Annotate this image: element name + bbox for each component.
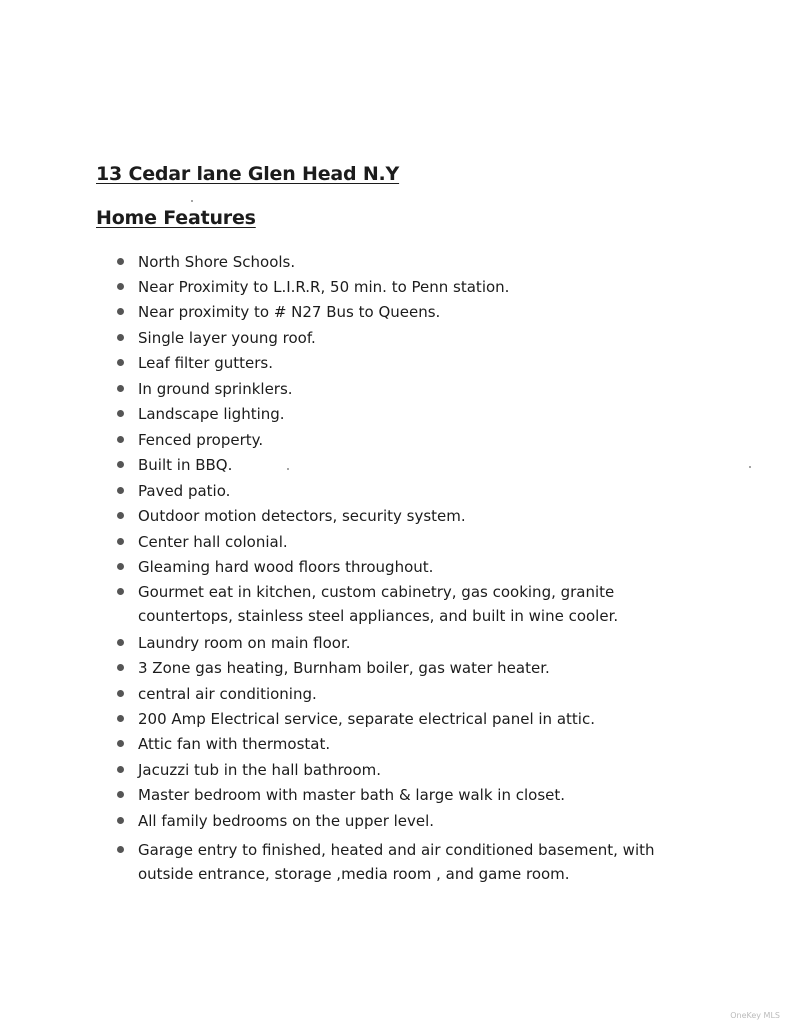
list-item-text: central air conditioning. <box>138 685 317 703</box>
list-item-text: Laundry room on main floor. <box>138 634 351 652</box>
bullet-icon <box>117 385 124 392</box>
bullet-icon <box>117 512 124 519</box>
list-item-text: Master bedroom with master bath & large walk in closet. <box>138 786 566 804</box>
list-item-text: outside entrance, storage ,media room , and game room. <box>138 865 570 883</box>
bullet-icon <box>117 436 124 443</box>
list-item-text: 200 Amp Electrical service, separate electrical panel in attic. <box>138 710 595 728</box>
list-item-text: Single layer young roof. <box>138 329 316 347</box>
list-item-text: Fenced property. <box>138 431 264 449</box>
watermark-logo: OneKey MLS <box>730 1011 780 1020</box>
scan-speck <box>287 468 289 470</box>
section-heading: Home Features <box>96 207 256 229</box>
bullet-icon <box>117 410 124 417</box>
list-item-text: Landscape lighting. <box>138 405 285 423</box>
list-item-text: Garage entry to finished, heated and air conditioned basement, with <box>138 841 655 859</box>
list-item-text: countertops, stainless steel appliances, and built in wine cooler. <box>138 607 619 625</box>
bullet-icon <box>117 588 124 595</box>
bullet-icon <box>117 817 124 824</box>
bullet-icon <box>117 334 124 341</box>
bullet-icon <box>117 563 124 570</box>
list-item-text: Near Proximity to L.I.R.R, 50 min. to Penn station. <box>138 278 510 296</box>
list-item-text: In ground sprinklers. <box>138 380 293 398</box>
scan-speck <box>191 200 193 202</box>
list-item-text: Near proximity to # N27 Bus to Queens. <box>138 303 441 321</box>
list-item-text: North Shore Schools. <box>138 253 296 271</box>
list-item-text: Attic fan with thermostat. <box>138 735 331 753</box>
document-title: 13 Cedar lane Glen Head N.Y <box>96 163 400 185</box>
bullet-icon <box>117 690 124 697</box>
list-item-text: 3 Zone gas heating, Burnham boiler, gas water heater. <box>138 659 550 677</box>
list-item-text: Center hall colonial. <box>138 533 288 551</box>
scan-speck <box>749 466 751 468</box>
list-item-text: Gleaming hard wood floors throughout. <box>138 558 434 576</box>
list-item-text: Built in BBQ. <box>138 456 233 474</box>
bullet-icon <box>117 359 124 366</box>
bullet-icon <box>117 538 124 545</box>
bullet-icon <box>117 791 124 798</box>
list-item-text: Leaf filter gutters. <box>138 354 273 372</box>
bullet-icon <box>117 740 124 747</box>
bullet-icon <box>117 639 124 646</box>
bullet-icon <box>117 461 124 468</box>
bullet-icon <box>117 487 124 494</box>
list-item-text: Outdoor motion detectors, security system. <box>138 507 466 525</box>
bullet-icon <box>117 283 124 290</box>
bullet-icon <box>117 715 124 722</box>
bullet-icon <box>117 308 124 315</box>
list-item-text: Gourmet eat in kitchen, custom cabinetry, gas cooking, granite <box>138 583 615 601</box>
list-item-text: Jacuzzi tub in the hall bathroom. <box>138 761 382 779</box>
bullet-icon <box>117 766 124 773</box>
bullet-icon <box>117 664 124 671</box>
list-item-text: All family bedrooms on the upper level. <box>138 812 435 830</box>
bullet-icon <box>117 846 124 853</box>
bullet-icon <box>117 258 124 265</box>
list-item-text: Paved patio. <box>138 482 231 500</box>
